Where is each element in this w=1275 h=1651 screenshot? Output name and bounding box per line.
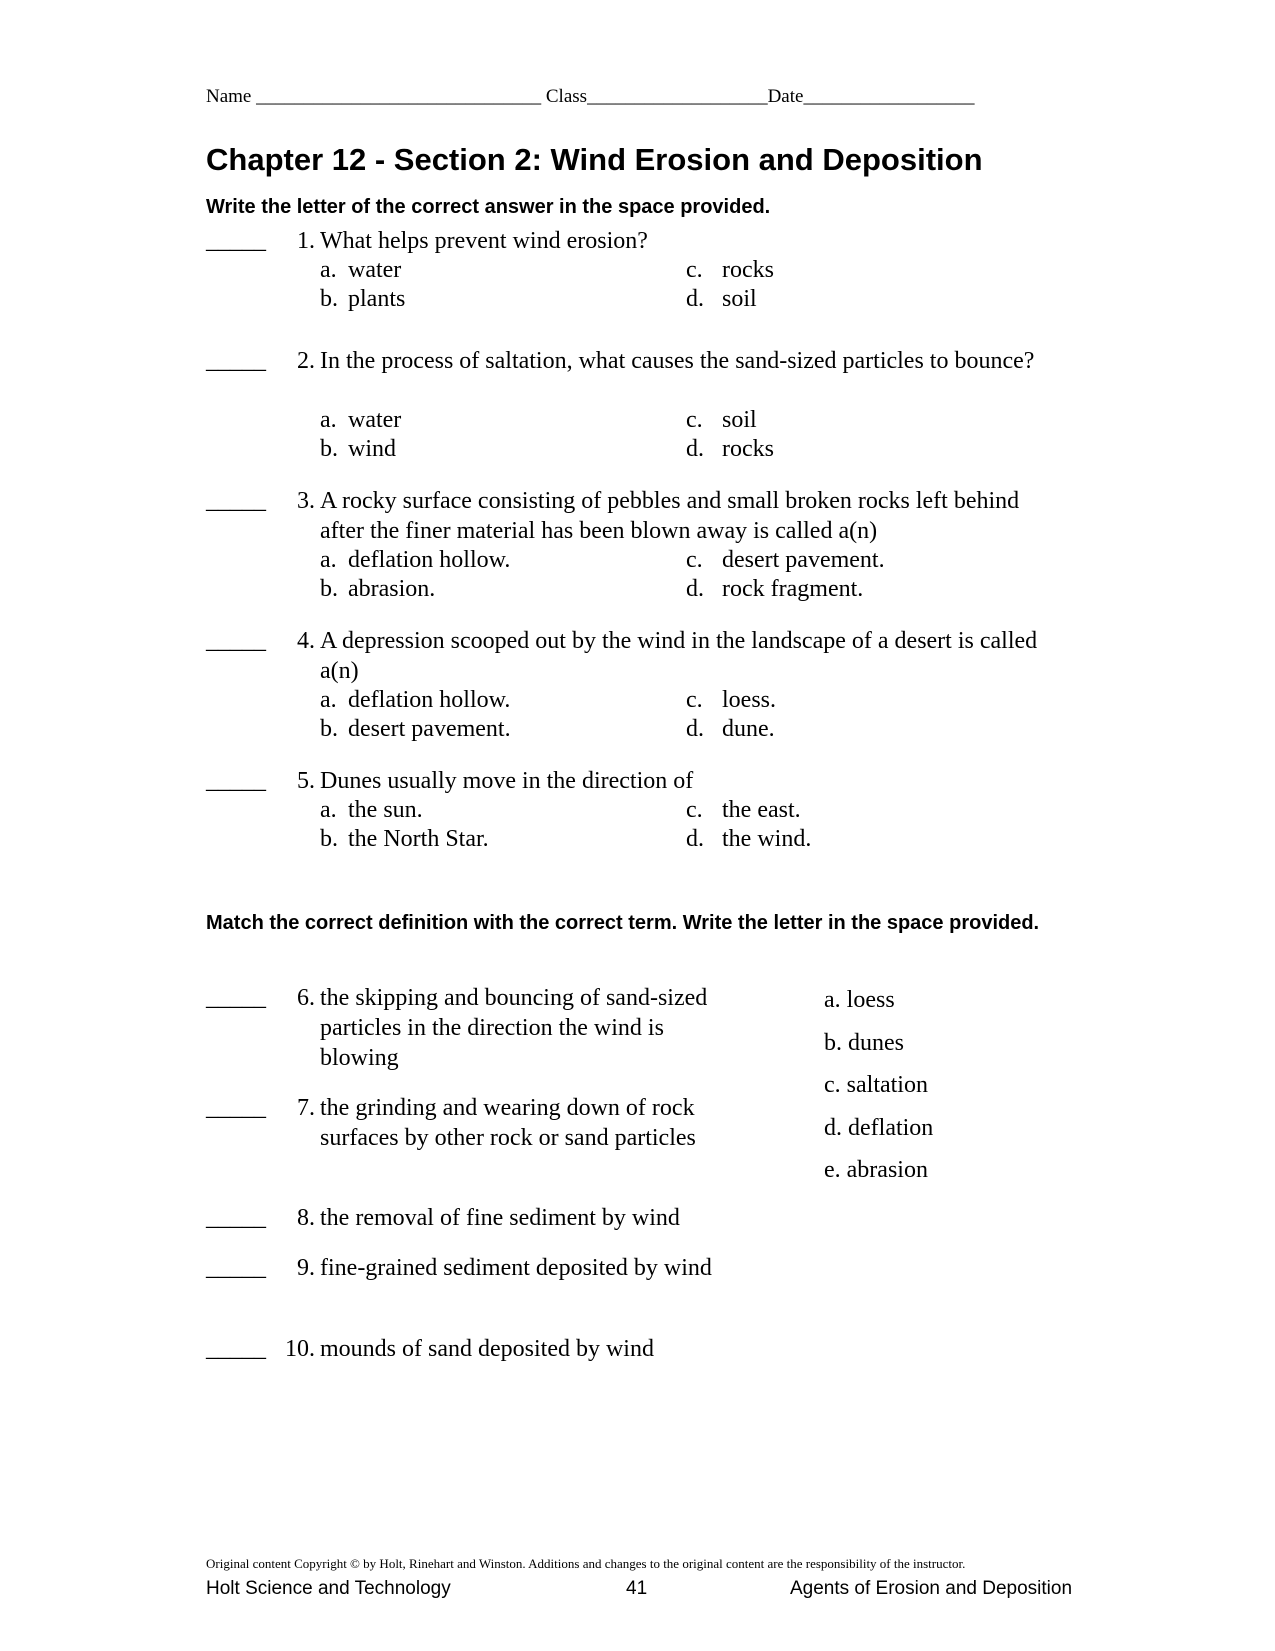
term-item: b. dunes	[824, 1029, 904, 1056]
choice-b: b. plants	[320, 286, 406, 312]
question-number: 1.	[297, 228, 315, 254]
choice-b: b. wind	[320, 436, 396, 462]
question-text: the skipping and bouncing of sand-sized particles in the direction the wind is blowing	[320, 985, 708, 1071]
name-label: Name	[206, 86, 252, 107]
choice-c: c. the east.	[686, 797, 801, 823]
answer-blank[interactable]: _____	[206, 1205, 266, 1231]
term-item: a. loess	[824, 987, 895, 1013]
question-number: 2.	[297, 348, 315, 374]
term-item: c. saltation	[824, 1072, 928, 1098]
class-field[interactable]: ___________________	[587, 86, 768, 107]
question-number: 5.	[297, 768, 315, 794]
question-text: Dunes usually move in the direction of	[320, 768, 694, 794]
page-number: 41	[626, 1578, 648, 1599]
answer-blank[interactable]: _____	[206, 1095, 266, 1121]
question-text: the removal of fine sediment by wind	[320, 1205, 680, 1231]
question-text: What helps prevent wind erosion?	[320, 228, 648, 254]
choice-a: a. deflation hollow.	[320, 547, 511, 573]
name-field[interactable]: ______________________________	[256, 86, 542, 107]
answer-blank[interactable]: _____	[206, 628, 266, 654]
question-number: 10.	[285, 1336, 315, 1362]
question-text: the grinding and wearing down of rock surfaces by other rock or sand particles	[320, 1095, 696, 1151]
term-item: d. deflation	[824, 1114, 934, 1141]
term-list	[824, 985, 933, 1198]
choice-a: a. water	[320, 257, 402, 283]
answer-blank[interactable]: _____	[206, 488, 266, 514]
question-number: 4.	[297, 628, 315, 654]
question-text: A depression scooped out by the wind in the landscape of a desert is called a(n)	[320, 628, 1038, 684]
choice-c: c. rocks	[686, 257, 774, 283]
question-text: mounds of sand deposited by wind	[320, 1336, 654, 1362]
question-text: fine-grained sediment deposited by wind	[320, 1255, 712, 1281]
choice-d: d. the wind.	[686, 826, 812, 852]
choice-c: c. loess.	[686, 687, 776, 713]
question-number: 8.	[297, 1205, 315, 1231]
footer-chapter-title: Agents of Erosion and Deposition	[790, 1578, 1073, 1599]
answer-blank[interactable]: _____	[206, 348, 266, 374]
question-number: 6.	[297, 985, 315, 1011]
date-label: Date	[767, 86, 804, 107]
choice-d: d. rock fragment.	[686, 576, 864, 602]
choice-c: c. soil	[686, 407, 757, 433]
question-text: A rocky surface consisting of pebbles and small broken rocks left behind after the finer material has been blown away is called a(n)	[320, 488, 1020, 544]
footer-book-title: Holt Science and Technology	[206, 1578, 451, 1599]
answer-blank[interactable]: _____	[206, 768, 266, 794]
choice-d: d. soil	[686, 286, 757, 312]
answer-blank[interactable]: _____	[206, 1255, 266, 1281]
question-number: 3.	[297, 488, 315, 514]
answer-blank[interactable]: _____	[206, 228, 266, 254]
choice-d: d. rocks	[686, 436, 774, 462]
choice-c: c. desert pavement.	[686, 547, 885, 573]
choice-d: d. dune.	[686, 716, 775, 742]
answer-blank[interactable]: _____	[206, 1336, 266, 1362]
choice-a: a. the sun.	[320, 797, 423, 823]
question-text: In the process of saltation, what causes the sand-sized particles to bounce?	[320, 348, 1035, 374]
choice-a: a. water	[320, 407, 402, 433]
term-item: e. abrasion	[824, 1157, 928, 1183]
page-title: Chapter 12 - Section 2: Wind Erosion and Deposition	[206, 142, 983, 177]
class-label: Class	[545, 86, 588, 107]
choice-b: b. the North Star.	[320, 826, 489, 852]
choice-b: b. abrasion.	[320, 576, 436, 602]
answer-blank[interactable]: _____	[206, 985, 266, 1011]
choice-a: a. deflation hollow.	[320, 687, 511, 713]
question-number: 7.	[297, 1095, 315, 1121]
mc-instructions: Write the letter of the correct answer in the space provided.	[206, 196, 771, 218]
date-field[interactable]: __________________	[803, 86, 975, 107]
student-info-line	[206, 86, 974, 108]
choice-b: b. desert pavement.	[320, 716, 511, 742]
copyright-notice: Original content Copyright © by Holt, Rinehart and Winston. Additions and changes to the original content are the responsibility of the instructor.	[206, 1556, 966, 1571]
question-number: 9.	[297, 1255, 315, 1281]
matching-instructions: Match the correct definition with the correct term. Write the letter in the space provided.	[206, 912, 1040, 934]
